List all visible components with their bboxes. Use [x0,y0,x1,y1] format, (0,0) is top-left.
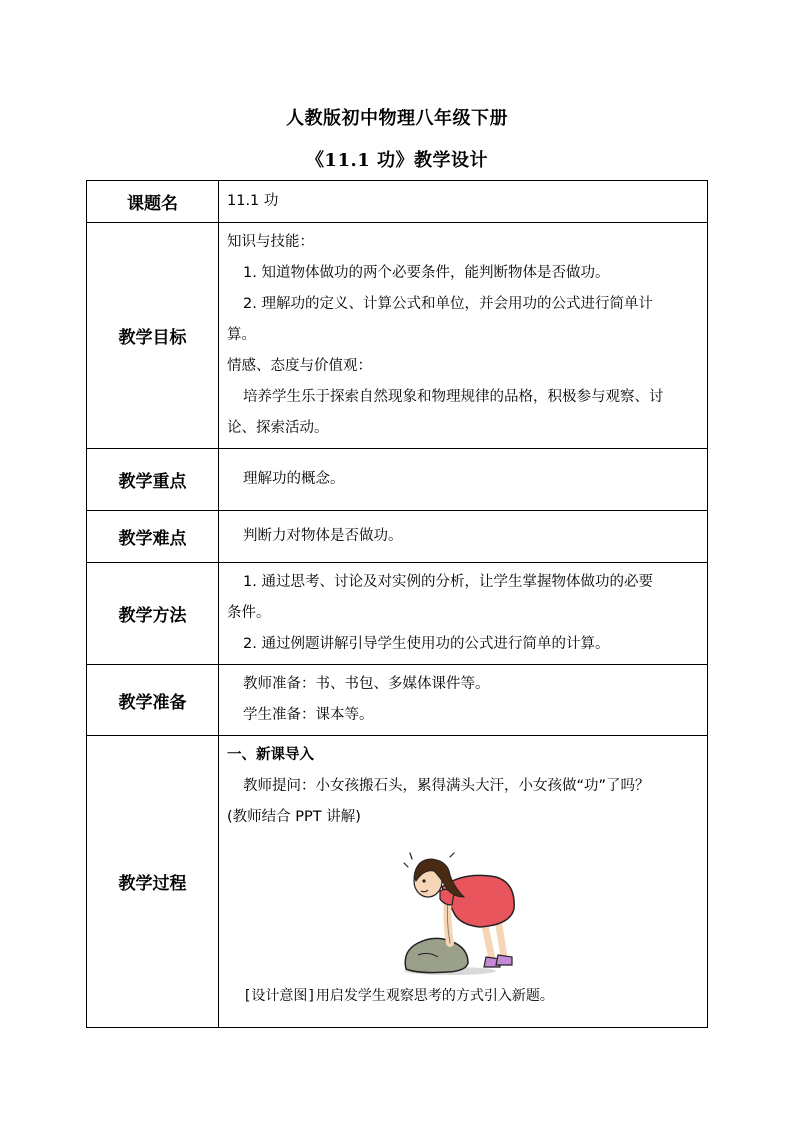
value-method [219,563,708,665]
goals-item-3: 培养学生乐于探索自然现象和物理规律的品格，积极参与观察、讨 [243,389,664,405]
value-topic [219,181,708,223]
difficulty-text: 判断力对物体是否做功。 [243,528,403,544]
goals-item-2-cont: 算。 [227,327,256,343]
row-goals [87,223,708,449]
goals-heading-1: 知识与技能： [227,234,314,250]
prep-student: 学生准备：课本等。 [243,707,374,723]
row-prep [87,665,708,736]
label-prep: 教学准备 [87,665,219,736]
row-process [87,736,708,1028]
label-process: 教学过程 [87,736,219,1028]
lesson-plan-table [86,180,708,1028]
doc-subtitle: 《11.1 功》教学设计 [305,150,489,171]
process-section-title: 一、新课导入 [227,747,314,763]
row-key [87,449,708,511]
method-item-1-cont: 条件。 [227,605,271,621]
label-method: 教学方法 [87,563,219,665]
label-key: 教学重点 [87,449,219,511]
value-difficulty [219,511,708,563]
goals-item-2: 2. 理解功的定义、计算公式和单位，并会用功的公式进行简单计 [243,296,653,312]
girl-lifting-rock-illustration [388,847,538,977]
label-difficulty: 教学难点 [87,511,219,563]
method-item-1: 1. 通过思考、讨论及对实例的分析，让学生掌握物体做功的必要 [243,574,653,590]
doc-title: 人教版初中物理八年级下册 [286,108,508,129]
topic-text: 11.1 功 [227,193,279,209]
value-prep [219,665,708,736]
value-key [219,449,708,511]
goals-heading-2: 情感、态度与价值观： [227,358,372,374]
process-ppt-note: (教师结合 PPT 讲解) [227,809,361,825]
goals-item-1: 1. 知道物体做功的两个必要条件，能判断物体是否做功。 [243,265,610,281]
goals-item-3-cont: 论、探索活动。 [227,420,329,436]
label-goals: 教学目标 [87,223,219,449]
process-question: 教师提问：小女孩搬石头，累得满头大汗，小女孩做“功”了吗？ [243,778,650,794]
prep-teacher: 教师准备：书、书包、多媒体课件等。 [243,676,490,692]
label-topic: 课题名 [87,181,219,223]
key-text: 理解功的概念。 [243,471,345,487]
design-intent-note: [设计意图]用启发学生观察思考的方式引入新题。 [243,988,554,1004]
value-goals [219,223,708,449]
method-item-2: 2. 通过例题讲解引导学生使用功的公式进行简单的计算。 [243,636,610,652]
value-process [219,736,708,1028]
row-difficulty [87,511,708,563]
row-method [87,563,708,665]
row-topic [87,181,708,223]
